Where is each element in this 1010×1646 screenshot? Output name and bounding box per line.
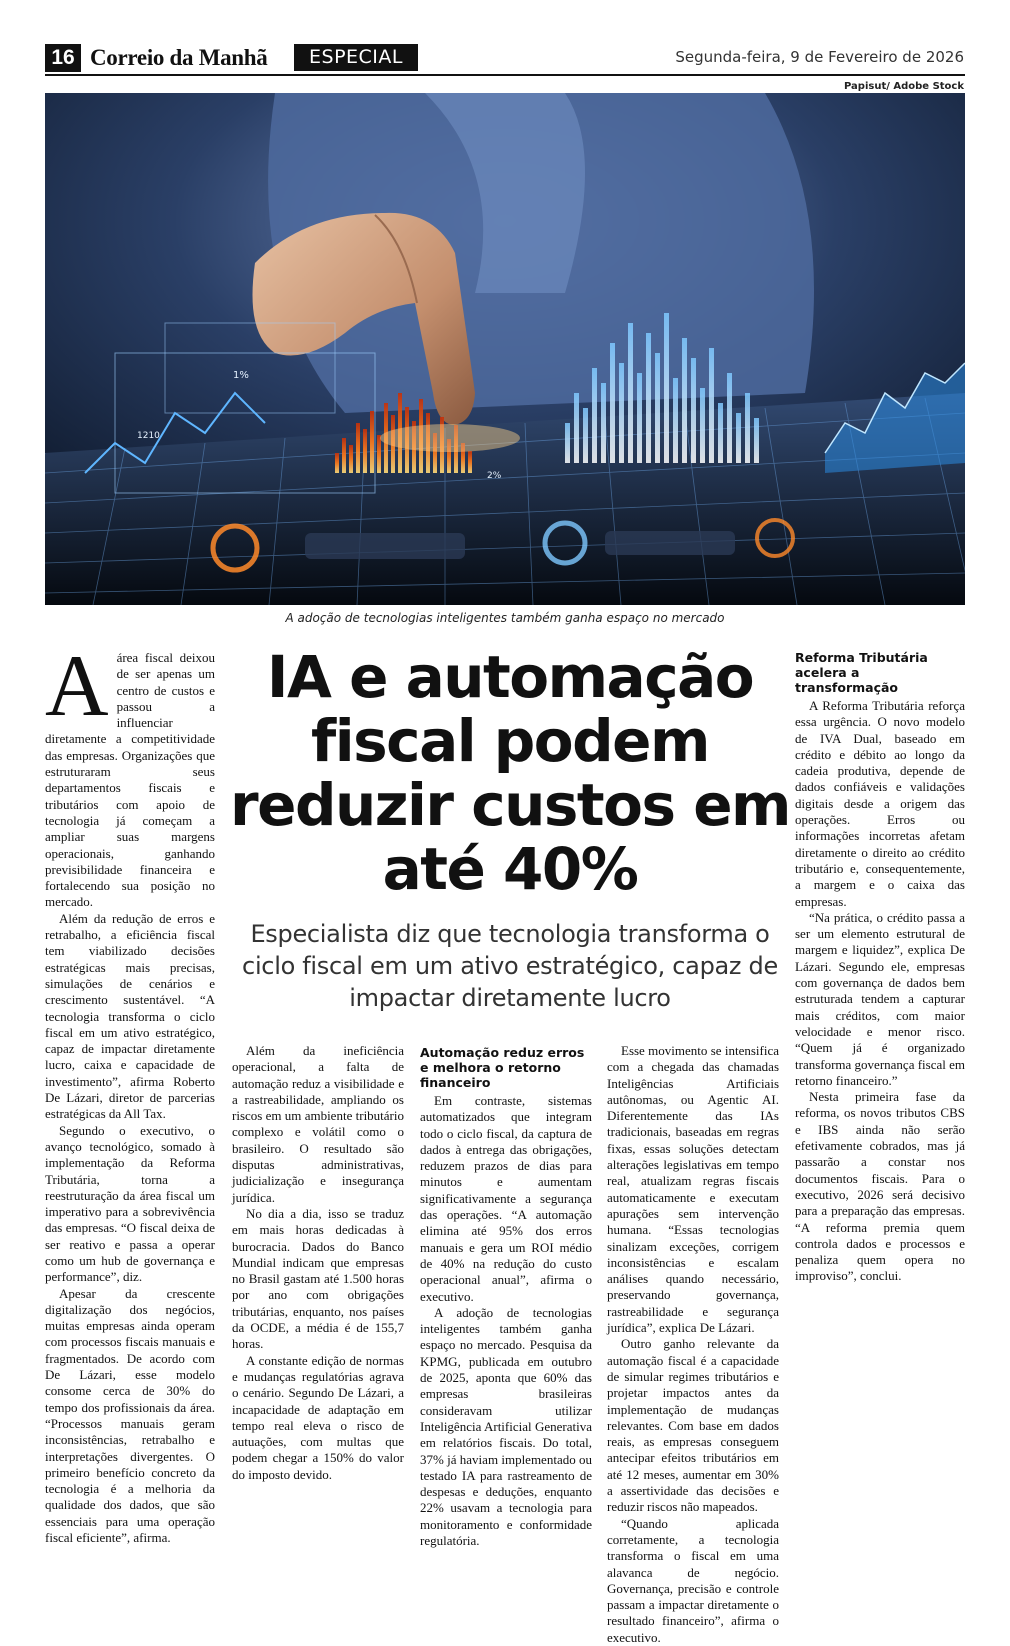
paragraph: “Quando aplicada corretamente, a tecnologia transforma o fiscal em uma alavanca de negócio. Governança, precisão e controle passam a impactar diretamente o resultado financeiro”, afirma o executivo. [607, 1515, 779, 1645]
decorative-bar [363, 429, 367, 473]
paragraph: Apesar da crescente digitalização dos negócios, muitas empresas ainda operam com processos fiscais manuais e fragmentados. De acordo com De Lázari, esse modelo consome cerca de 30% do tempo dos profissionais da área. “Processos manuais geram inconsistências, retrabalho e interpretações divergentes. O primeiro benefício concreto da tecnologia é a melhoria da qualidade dos dados, que são essenciais para uma operação fiscal eficiente”, afirma. [45, 1285, 215, 1546]
decorative-bar [745, 393, 750, 463]
decorative-bar [468, 451, 472, 473]
decorative-bar [565, 423, 570, 463]
header-rule [45, 74, 965, 76]
decorative-bar [727, 373, 732, 463]
decorative-bar [655, 353, 660, 463]
decorative-bar [709, 348, 714, 463]
decorative-bar [718, 403, 723, 463]
decorative-bar [601, 383, 606, 463]
decorative-bar [335, 453, 339, 473]
decorative-bar [700, 388, 705, 463]
decorative-bar [377, 435, 381, 473]
drop-cap: A [45, 638, 109, 735]
paragraph: área fiscal deixou de ser apenas um centro de custos e passou a influenciar diretamente a competitividade das empresas. Organizações que estruturaram seus departamentos fiscais e tributários com apoio de tecnologia já começam a ampliar suas margens operacionais, ganhando previsibilidade financeira e fortalecendo sua posição no mercado. [45, 650, 215, 910]
paragraph: Nesta primeira fase da reforma, os novos tributos CBS e IBS ainda não serão efetivamente cobrados, mas já passarão a constar nos documentos fiscais. Para o executivo, 2026 será decisivo para a preparação das empresas. “A reforma premia quem controla dados e processos e penaliza quem opera no improviso”, conclui. [795, 1089, 965, 1284]
subheading: Automação reduz erros e melhora o retorno financeiro [420, 1045, 585, 1090]
photo-label: 1% [233, 370, 249, 381]
article-photo [45, 93, 965, 605]
photo-credit: Papisut/ Adobe Stock [844, 81, 964, 92]
article-column-3 [420, 1043, 592, 1549]
paragraph: Outro ganho relevante da automação fiscal é a capacidade de simular regimes tributários e projetar impactos antes da implementação de mudanças relevantes. Com base em dados reais, as empresas conseguem antecipar efeitos tributários em até 12 meses, aumentar em 30% a assertividade das decisões e reduzir riscos não mapeados. [607, 1336, 779, 1515]
masthead: Correio da Manhã [90, 45, 268, 70]
decorative-bar [628, 323, 633, 463]
decorative-bar [754, 418, 759, 463]
decorative-bar [356, 423, 360, 473]
article-column-4 [607, 1043, 779, 1646]
paragraph: Além da redução de erros e retrabalho, a eficiência fiscal tem viabilizado decisões estratégicas mais precisas, simulações de cenários e crescimento sustentável. “A tecnologia transforma o ciclo fiscal em um ativo estratégico, capaz de impactar diretamente lucro, caixa e capacidade de investimento”, afirma Roberto De Lázari, diretor de parcerias estratégicas da All Tax. [45, 910, 215, 1122]
decorative-bar [342, 438, 346, 473]
decorative-bar [610, 343, 615, 463]
page-number: 16 [45, 44, 81, 72]
paragraph: Esse movimento se intensifica com a chegada das chamadas Inteligências Artificiais autônomas, ou Agentic AI. Diferentemente das IAs tradicionais, baseadas em regras fixas, essas soluções detectam alterações legislativas em tempo real, atualizam regras fiscais automaticamente e executam apurações sem intervenção humana. “Essas tecnologias sinalizam exceções, corrigem inconsistências e escalam análises quando necessário, preservando governança, rastreabilidade e segurança jurídica”, explica De Lázari. [607, 1043, 779, 1336]
headline: IA e automação fiscal podem reduzir custos em até 40% [230, 643, 790, 903]
article-column-2 [232, 1043, 404, 1483]
photo-caption: A adoção de tecnologias inteligentes também ganha espaço no mercado [285, 611, 725, 625]
section-label: ESPECIAL [294, 44, 418, 71]
decorative-bar [637, 373, 642, 463]
article-column-1 [45, 638, 215, 1546]
decorative-bar [736, 413, 741, 463]
paragraph: Além da ineficiência operacional, a falta de automação reduz a visibilidade e a rastreabilidade, ampliando os riscos em um ambiente tributário complexo e volátil como o brasileiro. O resultado são disputas administrativas, judicialização e insegurança jurídica. [232, 1043, 404, 1205]
decorative-bar [646, 333, 651, 463]
photo-label: 2% [487, 471, 502, 481]
deck: Especialista diz que tecnologia transforma o ciclo fiscal em um ativo estratégico, capaz de impactar diretamente lucro [242, 920, 778, 1012]
paragraph: “Na prática, o crédito passa a ser um elemento estrutural de margem e liquidez”, explica De Lázari. Segundo ele, empresas com governança de dados bem estruturada tendem a capturar mais créditos, com maior velocidade e menor risco. “Quem já é organizado transforma governança fiscal em retorno financeiro.” [795, 909, 966, 1088]
paragraph: A adoção de tecnologias inteligentes também ganha espaço no mercado. Pesquisa da KPMG, publicada em outubro de 2025, aponta que 60% das empresas brasileiras consideravam utilizar Inteligência Artificial Generativa em relatórios fiscais. Do total, 37% já haviam implementado ou testado IA para rastreamento de despesas e deduções, enquanto 22% usavam a tecnologia para monitoramento e conformidade regulatória. [420, 1304, 592, 1549]
decorative-bar [673, 378, 678, 463]
decorative-bar [682, 338, 687, 463]
finger-touching-chart-illustration [45, 93, 965, 605]
decorative-bar [664, 313, 669, 463]
decorative-bar [619, 363, 624, 463]
subheading: Reforma Tributária acelera a transformação [795, 650, 928, 695]
decorative-bar [370, 411, 374, 473]
photo-label: 1210 [137, 431, 160, 441]
decorative-bar [574, 393, 579, 463]
paragraph: No dia a dia, isso se traduz em mais horas dedicadas à burocracia. Dados do Banco Mundial indicam que empresas no Brasil gastam até 1.500 horas por ano com obrigações tributárias, enquanto, nos países da OCDE, a média é de 155,7 horas. [232, 1205, 404, 1352]
decorative-bar [592, 368, 597, 463]
paragraph: A Reforma Tributária reforça essa urgência. O novo modelo de IVA Dual, baseado em crédito e débito ao longo da cadeia produtiva, depende de dados confiáveis e validações digitais desde a origem das operações. Erros ou informações incorretas afetam diretamente o direito ao crédito tributário e, consequentemente, a margem e o caixa das empresas. [795, 698, 965, 909]
decorative-bar [349, 445, 353, 473]
paragraph: Segundo o executivo, o avanço tecnológico, somado à implementação da Reforma Tributária, torna a reestruturação da área fiscal um imperativo para a sobrevivência das empresas. “O fiscal deixa de ser reativo e passa a operar como um hub de governança e performance”, diz. [45, 1122, 215, 1285]
paragraph: A constante edição de normas e mudanças regulatórias agrava o cenário. Segundo De Lázari, a incapacidade de adaptação em tempo real eleva o risco de autuações, com multas que podem chegar a 150% do valor do imposto devido. [232, 1352, 404, 1482]
decorative-bar [583, 408, 588, 463]
decorative-bar [691, 358, 696, 463]
dateline: Segunda-feira, 9 de Fevereiro de 2026 [675, 48, 964, 66]
paragraph: Em contraste, sistemas automatizados que integram todo o ciclo fiscal, da captura de dados à entrega das obrigações, reduzem prazos de dias para minutos e aumentam significativamente a segurança das operações. “A automação elimina até 95% dos erros manuais e gera um ROI médio de 40% na redução do custo operacional anual”, afirma o executivo. [420, 1093, 592, 1304]
article-column-5 [795, 650, 965, 1285]
